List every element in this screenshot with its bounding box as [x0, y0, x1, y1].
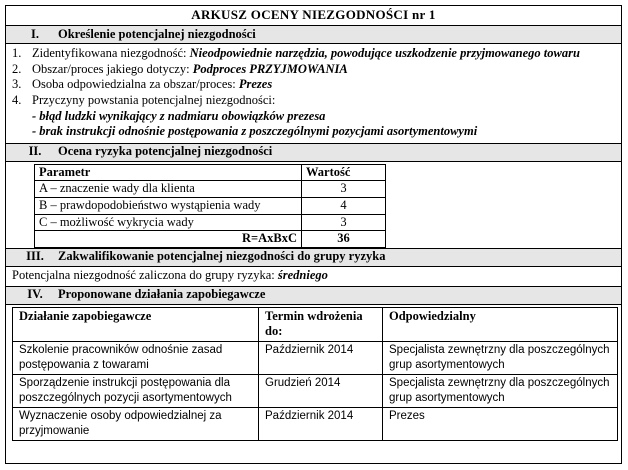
table-header-row	[13, 307, 618, 341]
section-2-number: II.	[28, 144, 42, 159]
risk-formula: R=AxBxC	[35, 231, 302, 248]
list-item: 4. Przyczyny powstania potencjalnej niezgodności:	[12, 92, 276, 107]
column-header-term: Termin wdrożenia do:	[259, 307, 383, 341]
actions-table	[12, 307, 618, 441]
nonconformity-value: Nieodpowiednie narzędzia, powodujące uszkodzenie przyjmowanego towaru	[189, 46, 580, 60]
section-2-header	[6, 144, 621, 162]
section-1-number: I.	[31, 26, 39, 41]
table-header-row	[35, 164, 386, 181]
section-2-title: Ocena ryzyka potencjalnej niezgodności	[58, 144, 273, 159]
column-header-value: Wartość	[302, 164, 386, 181]
column-header-owner: Odpowiedzialny	[383, 307, 618, 341]
table-row: C – możliwość wykrycia wady 3	[35, 214, 386, 231]
table-row: Wyznaczenie osoby odpowiedzialnej za przyjmowanie Październik 2014 Prezes	[13, 407, 618, 440]
section-4-number: IV.	[27, 287, 43, 302]
sheet-title: ARKUSZ OCENY NIEZGODNOŚCI nr 1	[6, 6, 621, 26]
owner-value: Prezes	[238, 77, 273, 92]
table-row: Sporządzenie instrukcji postępowania dla poszczególnych pozycji asortymentowych Grudzień 2014 Specjalista zewnętrzny dla poszczególnych grup asortymentowych	[13, 374, 618, 407]
section-1-body	[6, 44, 621, 144]
section-1-header	[6, 26, 621, 44]
section-2-body	[6, 162, 621, 249]
assessment-sheet	[5, 5, 622, 464]
table-row: A – znaczenie wady dla klienta 3	[35, 181, 386, 198]
risk-table	[34, 164, 386, 248]
table-row: Szkolenie pracowników odnośnie zasad postępowania z towarami Październik 2014 Specjalista zewnętrzny dla poszczególnych grup asortymentowych	[13, 342, 618, 375]
cause-item: - błąd ludzki wynikający z nadmiaru obowiązków prezesa	[32, 108, 326, 123]
section-3-number: III.	[26, 249, 44, 264]
section-4-header	[6, 287, 621, 305]
section-4-title: Proponowane działania zapobiegawcze	[58, 287, 266, 302]
cause-item: - brak instrukcji odnośnie postępowania z poszczególnymi pozycjami asortymentowymi	[32, 124, 478, 139]
list-item: 2. Obszar/proces jakiego dotyczy: Podproces PRZYJMOWANIA	[12, 61, 348, 76]
section-3-title: Zakwalifikowanie potencjalnej niezgodności do grupy ryzyka	[58, 249, 386, 264]
list-item: 3. Osoba odpowiedzialna za obszar/proces: Prezes	[12, 77, 273, 92]
column-header-parameter: Parametr	[35, 164, 302, 181]
section-1-title: Określenie potencjalnej niezgodności	[58, 26, 256, 41]
section-4-body	[6, 305, 621, 441]
list-item: 1. Zidentyfikowana niezgodność: Nieodpowiednie narzędzia, powodujące uszkodzenie przyjmowanego towaru	[12, 46, 580, 60]
table-row: B – prawdopodobieństwo wystąpienia wady 4	[35, 198, 386, 215]
risk-group-value: średniego	[277, 268, 328, 283]
risk-result-row	[35, 231, 386, 248]
section-3-header	[6, 249, 621, 267]
column-header-action: Działanie zapobiegawcze	[13, 307, 259, 341]
section-3-body: Potencjalna niezgodność zaliczona do grupy ryzyka: średniego	[6, 267, 621, 287]
process-value: Podproces PRZYJMOWANIA	[192, 61, 348, 76]
risk-result: 36	[302, 231, 386, 248]
